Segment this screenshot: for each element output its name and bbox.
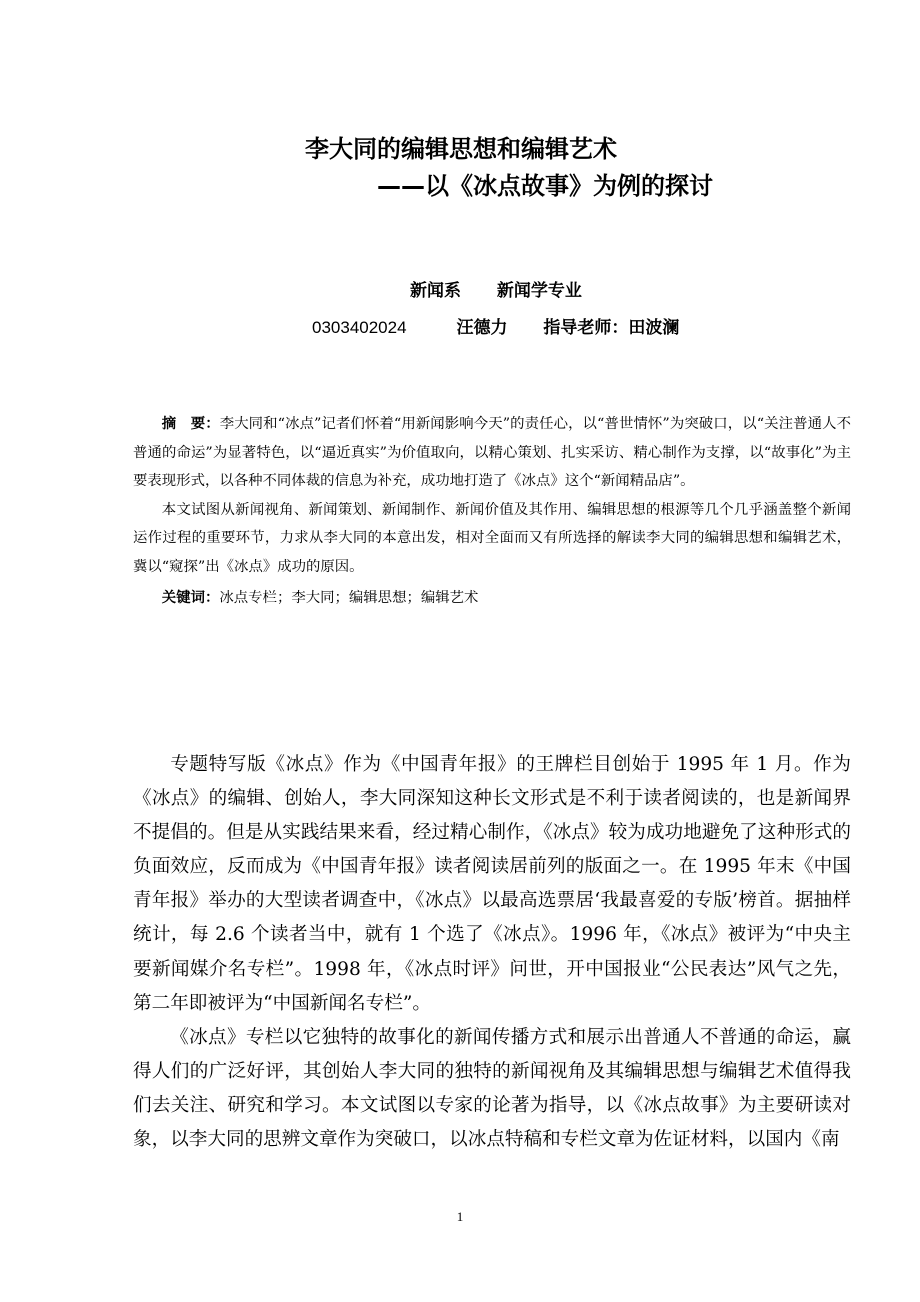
department: 新闻系	[410, 281, 461, 301]
keywords-line	[133, 584, 851, 613]
paper-subtitle: ——以《冰点故事》为例的探讨	[377, 172, 713, 200]
student-id: 0303402024	[312, 318, 407, 337]
body-section	[133, 748, 851, 1157]
page-number: 1	[456, 1209, 464, 1224]
keywords-label: 关键词：	[161, 589, 220, 606]
body-paragraph-2: 《冰点》专栏以它独特的故事化的新闻传播方式和展示出普通人不普通的命运，赢得人们的广泛好评，其创始人李大同的独特的新闻视角及其编辑思想与编辑艺术值得我们去关注、研究和学习。本文试图以专家的论著为指导，以《冰点故事》为主要研读对象，以李大同的思辨文章作为突破口，以冰点特稿和专栏文章为佐证材料，以国内《南	[133, 1026, 851, 1151]
department-line	[410, 276, 582, 301]
body-paragraph-1: 专题特写版《冰点》作为《中国青年报》的王牌栏目创始于 1995 年 1 月。作为《冰点》的编辑、创始人，李大同深知这种长文形式是不利于读者阅读的，也是新闻界不提倡的。但是从实践结果来看，经过精心制作，《冰点》较为成功地避免了这种形式的负面效应，反而成为《中国青年报》读者阅读居前列的版面之一。在 1995 年末《中国青年报》举办的大型读者调查中，《冰点》以最高选票居‘我最喜爱的专版’榜首。据抽样统计，每 2.6 个读者当中，就有 1 个选了《冰点》。1996 年，《冰点》被评为“中央主要新闻媒介名专栏”。1998 年，《冰点时评》问世，开中国报业“公民表达”风气之先，第二年即被评为“中国新闻名专栏”。	[133, 754, 851, 1014]
advisor: 指导老师：田波澜	[543, 318, 680, 338]
major: 新闻学专业	[496, 281, 582, 301]
author-line	[312, 313, 679, 338]
abstract-label: 摘 要：	[161, 415, 220, 432]
abstract-paragraph-2: 本文试图从新闻视角、新闻策划、新闻制作、新闻价值及其作用、编辑思想的根源等几个几乎涵盖整个新闻运作过程的重要环节，力求从李大同的本意出发，相对全面而又有所选择的解读李大同的编辑思想和编辑艺术，冀以“窥探”出《冰点》成功的原因。	[133, 501, 851, 575]
keywords: 冰点专栏；李大同；编辑思想；编辑艺术	[219, 590, 479, 606]
abstract-paragraph-1	[133, 410, 851, 496]
abstract-text-1: 李大同和“冰点”记者们怀着“用新闻影响今天”的责任心，以“普世情怀”为突破口，以“关注普通人不普通的命运”为显著特色，以“逼近真实”为价值取向，以精心策划、扎实采访、精心制作为支撑，以“故事化”为主要表现形式，以各种不同体裁的信息为补充，成功地打造了《冰点》这个“新闻精品店”。	[133, 416, 851, 489]
abstract-section	[133, 410, 851, 613]
paper-title: 李大同的编辑思想和编辑艺术	[305, 135, 617, 163]
author-name: 汪德力	[456, 318, 508, 338]
